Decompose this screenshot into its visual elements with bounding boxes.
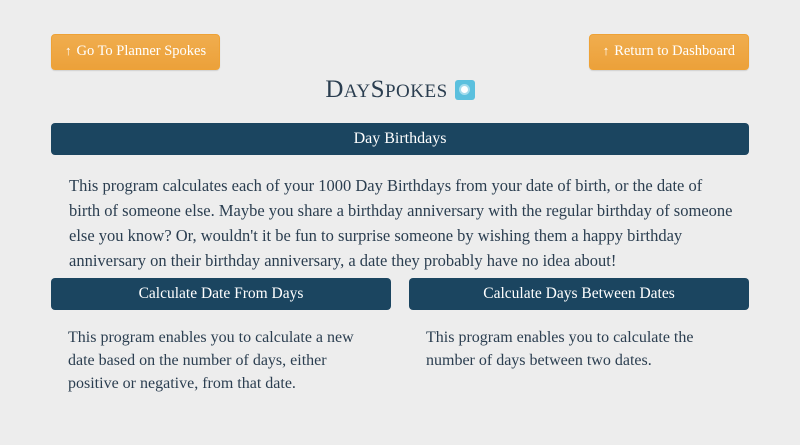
intro-paragraph: This program calculates each of your 1000 Day Birthdays from your date of birth, or the date of birth of someone else. Maybe you share a birthday anniversary with the regular birthday of someone else you know? Or, wouldn't it be fun to surprise someone by wishing them a happy birthday anniversary on their birthday anniversary, a date they probably have no idea about! (69, 176, 733, 270)
site-brand[interactable] (0, 76, 800, 104)
up-arrow-icon: ↑ (65, 43, 72, 58)
calculate-date-from-days-header[interactable]: Calculate Date From Days (51, 278, 391, 310)
calculate-date-from-days-description: This program enables you to calculate a new date based on the number of days, either positive or negative, from that date. (68, 329, 354, 392)
page-title: Day Birthdays (51, 123, 749, 155)
return-to-dashboard-button[interactable] (589, 34, 749, 70)
up-arrow-icon: ↑ (602, 43, 610, 58)
info-badge-icon (455, 80, 475, 100)
brand-d: D (325, 76, 344, 103)
go-to-planner-spokes-button[interactable] (51, 34, 220, 70)
brand-s: S (370, 76, 385, 103)
go-to-planner-spokes-label: Go To Planner Spokes (76, 43, 207, 59)
calculate-days-between-dates-description: This program enables you to calculate the number of days between two dates. (426, 329, 694, 369)
brand-ay: AY (343, 81, 371, 102)
return-to-dashboard-label: Return to Dashboard (614, 43, 735, 59)
top-button-bar (0, 34, 800, 68)
calculate-days-between-dates-header[interactable]: Calculate Days Between Dates (409, 278, 749, 310)
brand-pokes: POKES (384, 81, 448, 102)
